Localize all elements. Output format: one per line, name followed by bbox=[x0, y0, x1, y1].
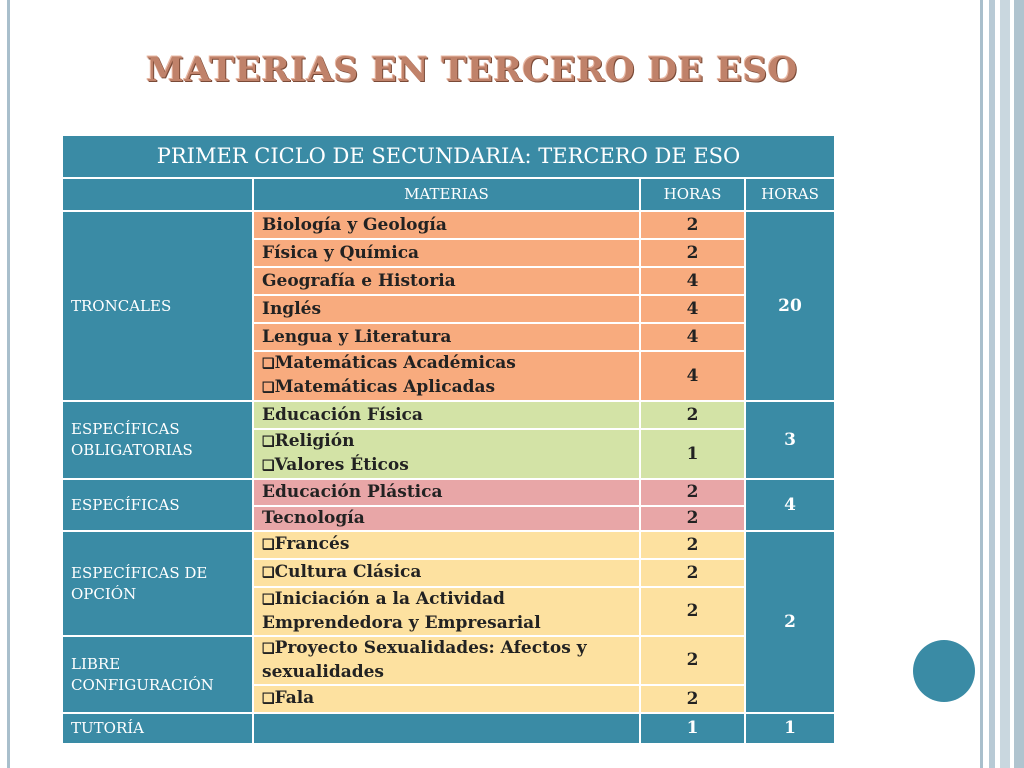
table-caption: PRIMER CICLO DE SECUNDARIA: TERCERO DE ESO bbox=[62, 135, 835, 178]
header-horas: HORAS bbox=[640, 178, 745, 211]
checkbox-bullet-icon: ❑ bbox=[262, 565, 275, 581]
group-total-especificas-obligatorias: 3 bbox=[745, 401, 835, 479]
checkbox-bullet-icon: ❑ bbox=[262, 537, 275, 553]
header-horas-total: HORAS bbox=[745, 178, 835, 211]
subject-cell: Lengua y Literatura bbox=[253, 323, 640, 351]
table-row bbox=[62, 713, 835, 744]
checkbox-bullet-icon: ❑ bbox=[262, 691, 275, 707]
slide-frame-left bbox=[7, 0, 10, 768]
group-label-tutoria: TUTORÍA bbox=[62, 713, 253, 744]
slide-frame-right bbox=[980, 0, 983, 768]
slide-frame-right bbox=[1014, 0, 1024, 768]
subjects-table bbox=[61, 134, 836, 745]
hours-cell: 4 bbox=[640, 295, 745, 323]
subject-option: Francés bbox=[274, 534, 350, 554]
header-materias: MATERIAS bbox=[253, 178, 640, 211]
subject-option: Religión bbox=[274, 431, 355, 451]
group-label-especificas-opcion: ESPECÍFICAS DE OPCIÓN bbox=[62, 531, 253, 636]
checkbox-bullet-icon: ❑ bbox=[262, 458, 275, 474]
group-label-especificas: ESPECÍFICAS bbox=[62, 479, 253, 531]
subject-option: Matemáticas Académicas bbox=[274, 353, 516, 373]
subject-cell: Geografía e Historia bbox=[253, 267, 640, 295]
subject-cell: Educación Plástica bbox=[253, 479, 640, 506]
group-label-especificas-obligatorias: ESPECÍFICAS OBLIGATORIAS bbox=[62, 401, 253, 479]
subject-cell bbox=[253, 531, 640, 559]
group-total-opcion: 2 bbox=[745, 531, 835, 713]
hours-cell: 2 bbox=[640, 636, 745, 685]
subject-cell: Tecnología bbox=[253, 506, 640, 531]
subject-cell bbox=[253, 351, 640, 401]
hours-cell: 4 bbox=[640, 351, 745, 401]
tutoria-hours: 1 bbox=[640, 713, 745, 744]
subject-cell: Física y Química bbox=[253, 239, 640, 267]
table-row bbox=[62, 211, 835, 239]
tutoria-total: 1 bbox=[745, 713, 835, 744]
checkbox-bullet-icon: ❑ bbox=[262, 380, 275, 396]
subject-cell bbox=[253, 429, 640, 479]
subject-cell: Biología y Geología bbox=[253, 211, 640, 239]
hours-cell: 2 bbox=[640, 401, 745, 429]
subject-option: Iniciación a la Actividad Emprendedora y Empresarial bbox=[262, 589, 541, 633]
header-empty bbox=[62, 178, 253, 211]
checkbox-bullet-icon: ❑ bbox=[262, 434, 275, 450]
subject-option: Proyecto Sexualidades: Afectos y sexualidades bbox=[262, 638, 587, 682]
tutoria-empty bbox=[253, 713, 640, 744]
hours-cell: 2 bbox=[640, 531, 745, 559]
table-row bbox=[62, 479, 835, 506]
group-total-troncales: 20 bbox=[745, 211, 835, 401]
group-label-libre-configuracion: LIBRE CONFIGURACIÓN bbox=[62, 636, 253, 713]
checkbox-bullet-icon: ❑ bbox=[262, 356, 275, 372]
subject-cell bbox=[253, 587, 640, 636]
hours-cell: 2 bbox=[640, 559, 745, 587]
hours-cell: 4 bbox=[640, 267, 745, 295]
hours-cell: 2 bbox=[640, 506, 745, 531]
hours-cell: 4 bbox=[640, 323, 745, 351]
hours-cell: 2 bbox=[640, 479, 745, 506]
table-row bbox=[62, 401, 835, 429]
group-total-especificas: 4 bbox=[745, 479, 835, 531]
hours-cell: 1 bbox=[640, 429, 745, 479]
table-row bbox=[62, 636, 835, 685]
group-label-troncales: TRONCALES bbox=[62, 211, 253, 401]
slide-frame-right bbox=[1000, 0, 1010, 768]
hours-cell: 2 bbox=[640, 587, 745, 636]
subject-cell bbox=[253, 685, 640, 713]
checkbox-bullet-icon: ❑ bbox=[262, 641, 275, 657]
subject-cell bbox=[253, 559, 640, 587]
subject-option: Matemáticas Aplicadas bbox=[274, 377, 496, 397]
subject-cell: Inglés bbox=[253, 295, 640, 323]
checkbox-bullet-icon: ❑ bbox=[262, 592, 275, 608]
subject-cell: Educación Física bbox=[253, 401, 640, 429]
table-row bbox=[62, 531, 835, 559]
hours-cell: 2 bbox=[640, 211, 745, 239]
subject-option: Cultura Clásica bbox=[274, 562, 422, 582]
page-title: MATERIAS EN TERCERO DE ESO bbox=[146, 50, 798, 90]
circle-decoration bbox=[913, 640, 975, 702]
hours-cell: 2 bbox=[640, 685, 745, 713]
subject-option: Valores Éticos bbox=[274, 455, 409, 475]
hours-cell: 2 bbox=[640, 239, 745, 267]
subject-option: Fala bbox=[274, 688, 315, 708]
slide-frame-right bbox=[989, 0, 995, 768]
subject-cell bbox=[253, 636, 640, 685]
